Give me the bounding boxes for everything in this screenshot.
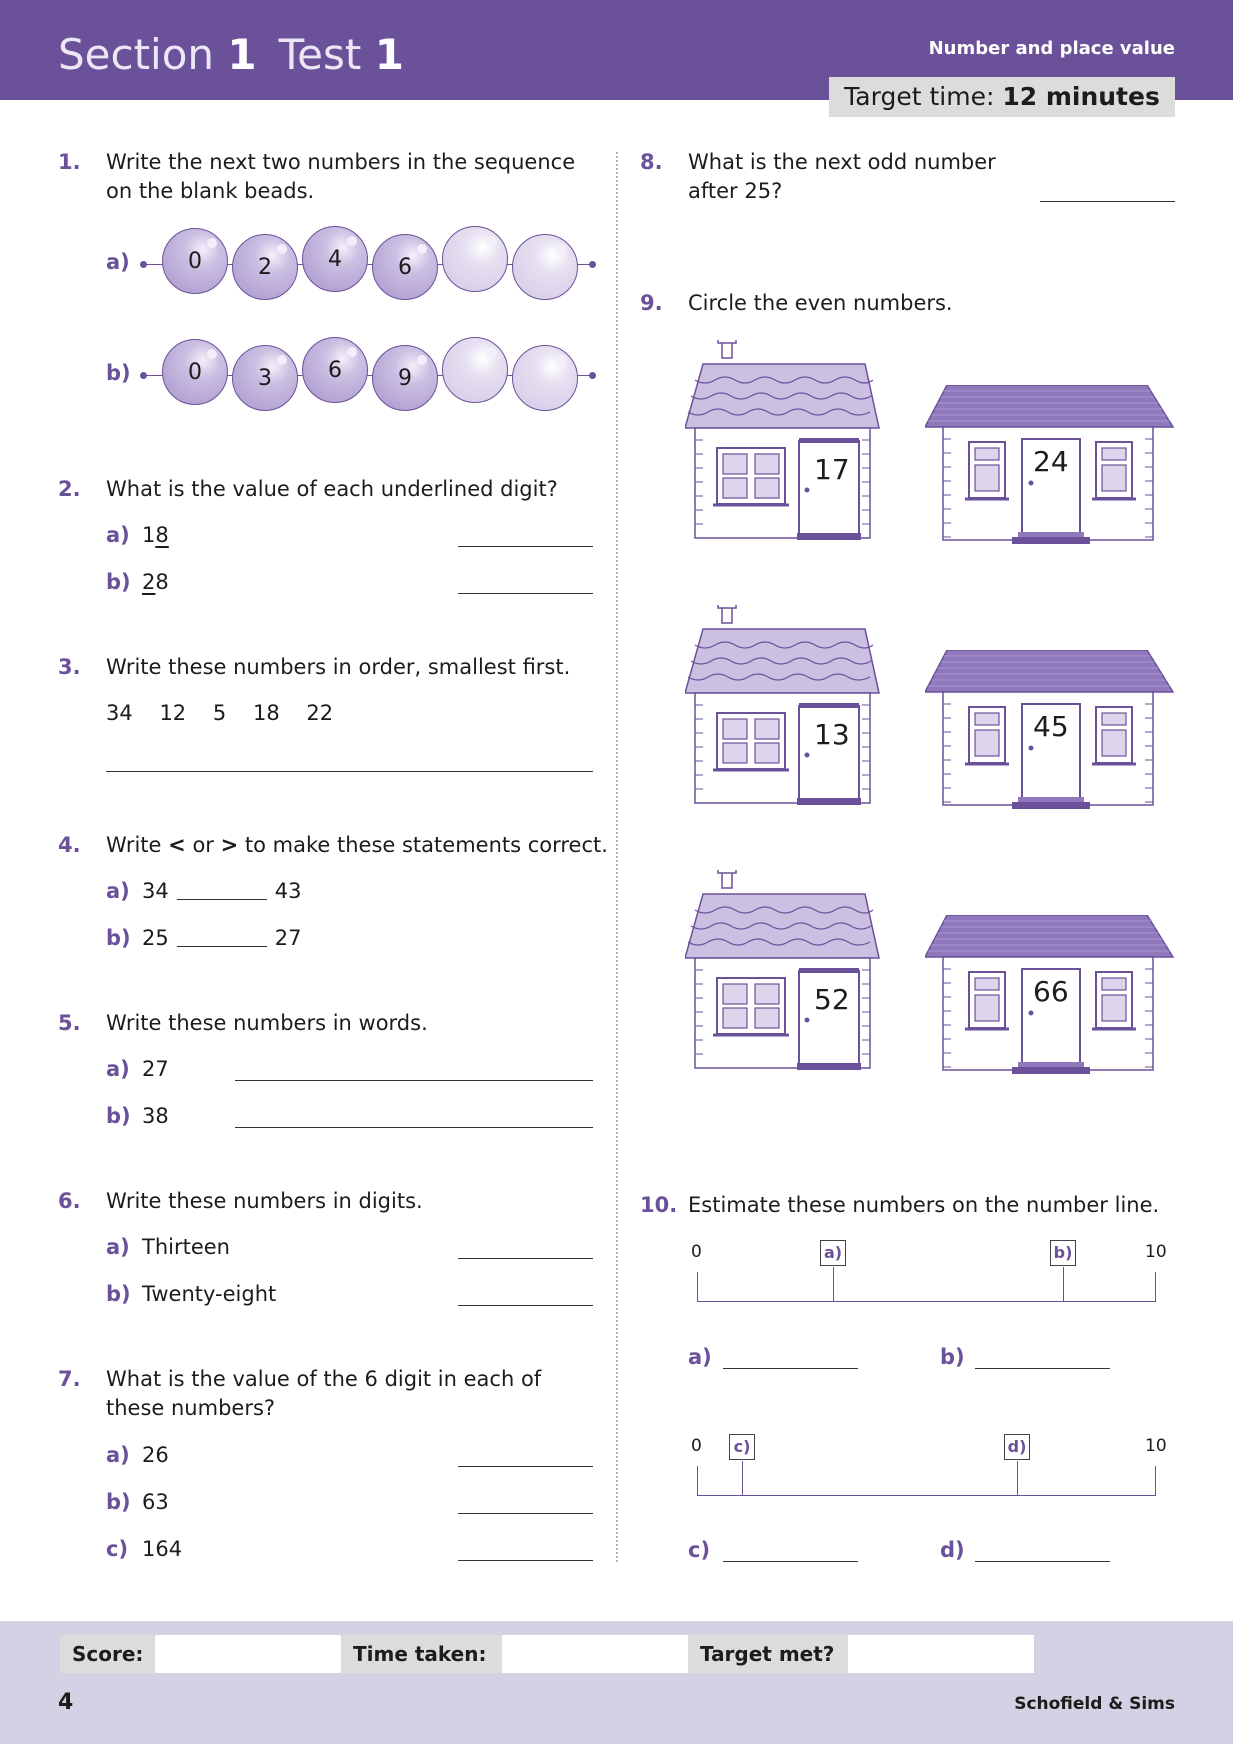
q7-number: 7. (58, 1367, 81, 1391)
q7b-answer-line[interactable] (458, 1513, 593, 1514)
numberline2-marker-c: c) (729, 1434, 755, 1460)
q7-text (106, 1365, 541, 1423)
numberline1-start-label: 0 (691, 1242, 702, 1262)
q1a-bead: 2 (232, 234, 298, 300)
page-title (58, 30, 404, 79)
q1a-bead-string (140, 228, 600, 302)
q1b-blank-bead[interactable] (442, 337, 508, 403)
house-5[interactable] (685, 870, 885, 1070)
q3-list-item: 22 (306, 701, 334, 725)
section-word: Section (58, 30, 215, 79)
q9-text: Circle the even numbers. (688, 291, 953, 315)
numberline1-marker-b: b) (1050, 1240, 1076, 1266)
q7c-value: 164 (142, 1537, 183, 1561)
time-taken-label: Time taken: (341, 1635, 502, 1673)
score-field[interactable] (155, 1635, 341, 1673)
q1b-bead: 9 (372, 345, 438, 411)
q1-text-line1: Write the next two numbers in the sequence (106, 150, 576, 174)
q3-list-item: 34 (106, 701, 133, 725)
q6a-value: Thirteen (142, 1235, 230, 1259)
house-number: 45 (1033, 710, 1069, 743)
q5b-value: 38 (142, 1104, 169, 1128)
q2a-label: a) (106, 523, 130, 547)
q4b-answer-line[interactable] (177, 946, 267, 947)
q8-text-line2: after 25? (688, 179, 783, 203)
column-divider (616, 152, 618, 1562)
q10-text: Estimate these numbers on the number line. (688, 1193, 1160, 1217)
q1b-bead-string (140, 339, 600, 413)
q7-text-line1: What is the value of the 6 digit in each of (106, 1367, 542, 1391)
target-time-label: Target time: (844, 82, 995, 111)
q7a-label: a) (106, 1443, 130, 1467)
time-taken-field[interactable] (502, 1635, 688, 1673)
q1b-blank-bead[interactable] (512, 345, 578, 411)
q5a-answer-line[interactable] (235, 1080, 593, 1081)
q2a-underlined-digit: 8 (155, 523, 169, 547)
q3-number-list (106, 701, 333, 725)
q8-text (688, 148, 996, 206)
q4-number: 4. (58, 833, 81, 857)
q1a-blank-bead[interactable] (512, 234, 578, 300)
greater-than-symbol: > (220, 833, 239, 857)
q2a-number: 18 (142, 523, 169, 547)
q6b-value: Twenty-eight (142, 1282, 277, 1306)
q7a-value: 26 (142, 1443, 169, 1467)
q1a-bead: 4 (302, 226, 368, 292)
q10c-label: c) (688, 1538, 711, 1562)
q10d-answer-line[interactable] (975, 1561, 1110, 1562)
q3-list-item: 5 (212, 701, 227, 725)
house-1[interactable] (685, 340, 885, 540)
q2a-answer-line[interactable] (458, 546, 593, 547)
numberline2-end-label: 10 (1145, 1436, 1167, 1456)
house-number: 24 (1033, 445, 1069, 478)
q1-number: 1. (58, 150, 81, 174)
q2b-answer-line[interactable] (458, 593, 593, 594)
q4b-label: b) (106, 926, 131, 950)
q2-text: What is the value of each underlined digit? (106, 477, 558, 501)
q1a-label: a) (106, 250, 130, 274)
numberline1-tick-b (1063, 1267, 1064, 1302)
q7a-answer-line[interactable] (458, 1466, 593, 1467)
house-4[interactable] (925, 650, 1175, 810)
q1b-bead: 6 (302, 337, 368, 403)
q1b-bead: 0 (162, 339, 228, 405)
target-time-box (829, 77, 1175, 117)
q3-number: 3. (58, 655, 81, 679)
q7b-label: b) (106, 1490, 131, 1514)
q8-number: 8. (640, 150, 663, 174)
q1a-blank-bead[interactable] (442, 226, 508, 292)
q3-list-item: 12 (159, 701, 187, 725)
q7c-answer-line[interactable] (458, 1560, 593, 1561)
numberline1-tick-a (833, 1267, 834, 1302)
numberline2-tick-c (742, 1461, 743, 1496)
q3-text: Write these numbers in order, smallest first. (106, 655, 571, 679)
q10d-label: d) (940, 1538, 965, 1562)
q2b-label: b) (106, 570, 131, 594)
q10-number: 10. (640, 1193, 678, 1217)
section-number: 1 (227, 30, 257, 79)
q1-text-line2: on the blank beads. (106, 179, 315, 203)
q8-text-line1: What is the next odd number (688, 150, 996, 174)
numberline2-axis (697, 1495, 1155, 1496)
house-2[interactable] (925, 385, 1175, 545)
target-met-label: Target met? (688, 1635, 848, 1673)
q4a-statement: 34 43 (142, 879, 302, 903)
q6b-answer-line[interactable] (458, 1305, 593, 1306)
numberline1-axis (697, 1301, 1155, 1302)
q10c-answer-line[interactable] (723, 1561, 858, 1562)
q1a-bead: 0 (162, 228, 228, 294)
q5a-label: a) (106, 1057, 130, 1081)
q5-number: 5. (58, 1011, 81, 1035)
q4a-label: a) (106, 879, 130, 903)
q1-text (106, 148, 575, 206)
numberline1-marker-a: a) (820, 1240, 846, 1266)
page-number: 4 (58, 1690, 74, 1715)
test-number: 1 (374, 30, 404, 79)
q4a-answer-line[interactable] (177, 899, 267, 900)
score-label: Score: (60, 1635, 155, 1673)
house-number: 52 (814, 983, 850, 1016)
q3-answer-line[interactable] (106, 771, 593, 772)
house-3[interactable] (685, 605, 885, 805)
q2-number: 2. (58, 477, 81, 501)
q8-answer-line[interactable] (1040, 201, 1175, 202)
target-time-value: 12 minutes (1002, 82, 1160, 111)
q6b-label: b) (106, 1282, 131, 1306)
q6-text: Write these numbers in digits. (106, 1189, 423, 1213)
house-number: 17 (814, 453, 850, 486)
q4b-statement: 25 27 (142, 926, 302, 950)
numberline2-tick-d (1017, 1461, 1018, 1496)
q2b-underlined-digit: 2 (142, 570, 156, 594)
q7-text-line2: these numbers? (106, 1396, 276, 1420)
house-number: 66 (1033, 975, 1069, 1008)
publisher-name: Schofield & Sims (1014, 1694, 1175, 1714)
topic-label: Number and place value (928, 38, 1175, 59)
q4-text: Write < or > to make these statements correct. (106, 833, 608, 857)
house-number: 13 (814, 718, 850, 751)
q1b-bead: 3 (232, 345, 298, 411)
q7c-label: c) (106, 1537, 129, 1561)
q7b-value: 63 (142, 1490, 169, 1514)
q5b-label: b) (106, 1104, 131, 1128)
numberline2-start-label: 0 (691, 1436, 702, 1456)
q3-list-item: 18 (252, 701, 280, 725)
numberline2-marker-d: d) (1004, 1434, 1030, 1460)
q5-text: Write these numbers in words. (106, 1011, 428, 1035)
q6a-answer-line[interactable] (458, 1258, 593, 1259)
q5b-answer-line[interactable] (235, 1127, 593, 1128)
q6a-label: a) (106, 1235, 130, 1259)
target-met-field[interactable] (848, 1635, 1034, 1673)
q10b-answer-line[interactable] (975, 1368, 1110, 1369)
q5a-value: 27 (142, 1057, 169, 1081)
q1a-bead: 6 (372, 234, 438, 300)
q10a-label: a) (688, 1345, 712, 1369)
q2b-number: 28 (142, 570, 169, 594)
test-word: Test (278, 30, 362, 79)
q10a-answer-line[interactable] (723, 1368, 858, 1369)
numberline1-end-label: 10 (1145, 1242, 1167, 1262)
house-6[interactable] (925, 915, 1175, 1075)
less-than-symbol: < (168, 833, 186, 857)
q1b-label: b) (106, 361, 131, 385)
q9-number: 9. (640, 291, 663, 315)
q10b-label: b) (940, 1345, 965, 1369)
q6-number: 6. (58, 1189, 81, 1213)
